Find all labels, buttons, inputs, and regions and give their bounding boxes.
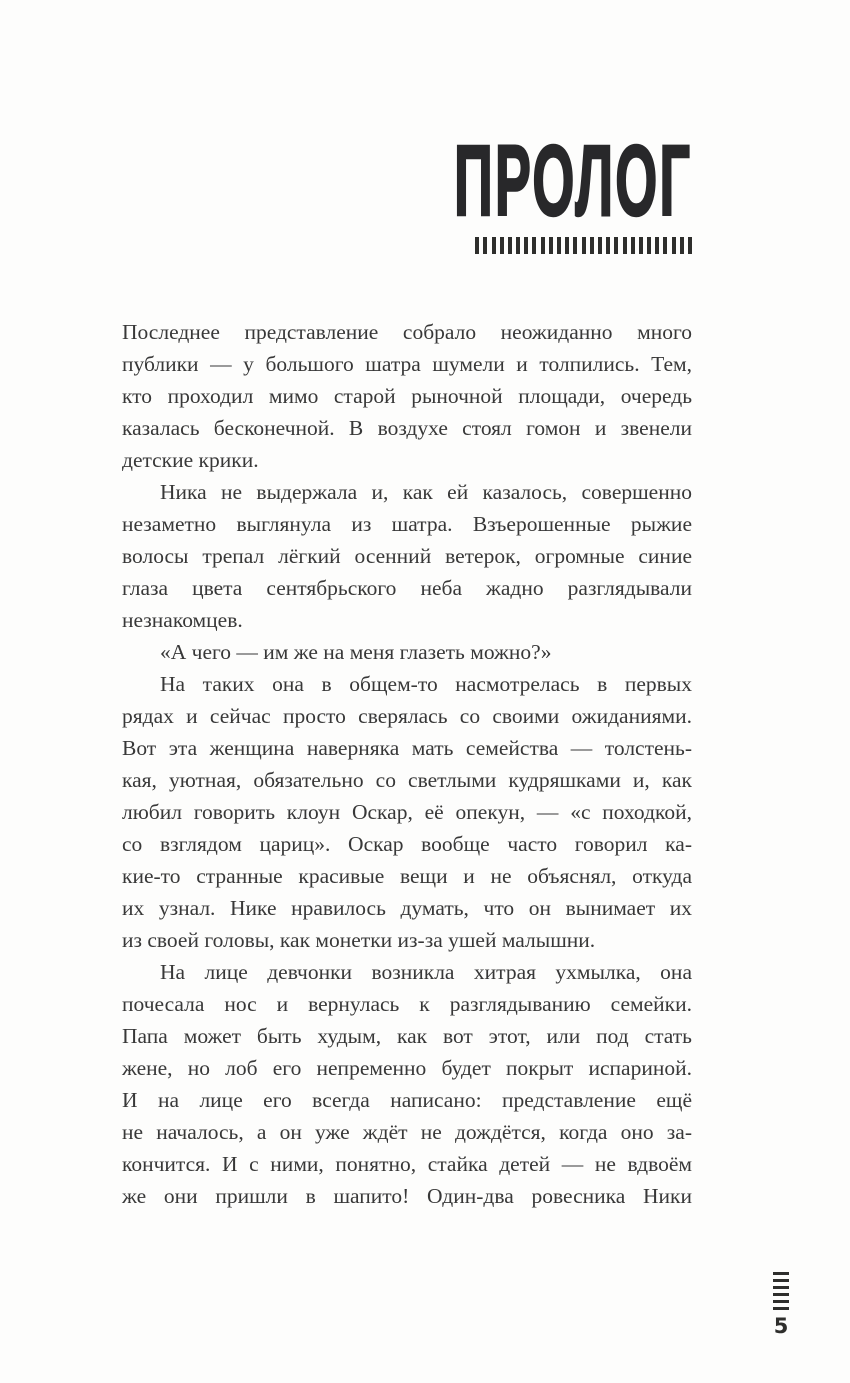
text-line: рядах и сейчас просто сверялась со своими ожиданиями. bbox=[122, 704, 692, 728]
tick-mark-icon bbox=[688, 237, 692, 254]
tick-mark-icon bbox=[483, 237, 487, 254]
text-line: из своей головы, как монетки из-за ушей малышни. bbox=[122, 928, 596, 952]
paragraph bbox=[122, 316, 692, 476]
chapter-title: ПРОЛОГ bbox=[453, 125, 692, 237]
tick-mark-icon bbox=[614, 237, 618, 254]
text-line: На таких она в общем-то насмотрелась в первых bbox=[160, 672, 692, 696]
tick-mark-icon bbox=[557, 237, 561, 254]
tick-mark-icon bbox=[492, 237, 496, 254]
tick-mark-icon bbox=[582, 237, 586, 254]
tick-mark-icon bbox=[639, 237, 643, 254]
text-line: кто проходил мимо старой рыночной площади, очередь bbox=[122, 384, 692, 408]
tick-mark-icon bbox=[508, 237, 512, 254]
tick-mark-icon bbox=[475, 237, 479, 254]
tick-mark-icon bbox=[541, 237, 545, 254]
text-line: Ника не выдержала и, как ей казалось, совершенно bbox=[160, 480, 692, 504]
text-line: волосы трепал лёгкий осенний ветерок, огромные синие bbox=[122, 544, 692, 568]
text-line: их узнал. Нике нравилось думать, что он вынимает их bbox=[122, 896, 692, 920]
tick-mark-icon bbox=[606, 237, 610, 254]
footer-bar-icon bbox=[773, 1293, 789, 1296]
text-line: кончится. И с ними, понятно, стайка детей — не вдвоём bbox=[122, 1152, 692, 1176]
tick-mark-icon bbox=[631, 237, 635, 254]
tick-mark-icon bbox=[524, 237, 528, 254]
text-line: На лице девчонки возникла хитрая ухмылка, она bbox=[160, 960, 692, 984]
tick-mark-icon bbox=[590, 237, 594, 254]
text-line: же они пришли в шапито! Один-два ровесника Ники bbox=[122, 1184, 692, 1208]
chapter-tick-rule-icon bbox=[475, 237, 692, 254]
text-line: «А чего — им же на меня глазеть можно?» bbox=[160, 640, 552, 664]
text-line: глаза цвета сентябрьского неба жадно разглядывали bbox=[122, 576, 692, 600]
footer-bar-icon bbox=[773, 1279, 789, 1282]
text-line: незнакомцев. bbox=[122, 608, 243, 632]
chapter-header bbox=[251, 125, 692, 237]
text-line: Вот эта женщина наверняка мать семейства — толстень- bbox=[122, 736, 692, 760]
tick-mark-icon bbox=[573, 237, 577, 254]
footer-bar-icon bbox=[773, 1272, 789, 1275]
tick-mark-icon bbox=[680, 237, 684, 254]
text-line: любил говорить клоун Оскар, её опекун, — «с походкой, bbox=[122, 800, 692, 824]
paragraph bbox=[122, 668, 692, 956]
text-line: детские крики. bbox=[122, 448, 259, 472]
page-body-text bbox=[122, 316, 692, 1212]
text-line: Папа может быть худым, как вот этот, или под стать bbox=[122, 1024, 692, 1048]
text-line: жене, но лоб его непременно будет покрыт испариной. bbox=[122, 1056, 692, 1080]
text-line: казалась бесконечной. В воздухе стоял гомон и звенели bbox=[122, 416, 692, 440]
footer-bar-icon bbox=[773, 1286, 789, 1289]
tick-mark-icon bbox=[500, 237, 504, 254]
text-line: не началось, а он уже ждёт не дождётся, когда оно за- bbox=[122, 1120, 692, 1144]
footer-bar-icon bbox=[773, 1307, 789, 1310]
page-number: 5 bbox=[773, 1314, 789, 1338]
text-line: И на лице его всегда написано: представление ещё bbox=[122, 1088, 692, 1112]
text-line: кие-то странные красивые вещи и не объяснял, откуда bbox=[122, 864, 692, 888]
tick-mark-icon bbox=[565, 237, 569, 254]
paragraph bbox=[122, 636, 692, 668]
tick-mark-icon bbox=[516, 237, 520, 254]
text-line: почесала нос и вернулась к разглядыванию семейки. bbox=[122, 992, 692, 1016]
tick-mark-icon bbox=[672, 237, 676, 254]
tick-mark-icon bbox=[663, 237, 667, 254]
tick-mark-icon bbox=[598, 237, 602, 254]
tick-mark-icon bbox=[623, 237, 627, 254]
text-line: со взглядом цариц». Оскар вообще часто говорил ка- bbox=[122, 832, 692, 856]
footer-bars-icon bbox=[773, 1272, 789, 1310]
text-line: публики — у большого шатра шумели и толпились. Тем, bbox=[122, 352, 692, 376]
tick-mark-icon bbox=[532, 237, 536, 254]
text-line: Последнее представление собрало неожиданно много bbox=[122, 320, 692, 344]
paragraph bbox=[122, 956, 692, 1212]
tick-mark-icon bbox=[549, 237, 553, 254]
paragraph bbox=[122, 476, 692, 636]
tick-mark-icon bbox=[655, 237, 659, 254]
text-line: кая, уютная, обязательно со светлыми кудряшками и, как bbox=[122, 768, 692, 792]
tick-mark-icon bbox=[647, 237, 651, 254]
text-line: незаметно выглянула из шатра. Взъерошенные рыжие bbox=[122, 512, 692, 536]
footer-bar-icon bbox=[773, 1300, 789, 1303]
